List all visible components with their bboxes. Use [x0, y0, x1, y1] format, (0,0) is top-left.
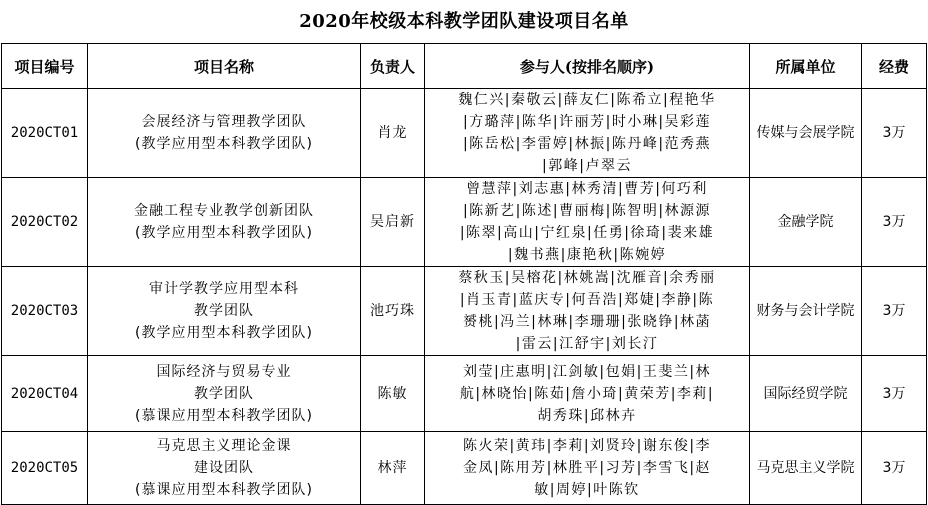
header-lead: 负责人	[361, 44, 425, 89]
header-code: 项目编号	[2, 44, 88, 89]
project-name-line: 金融工程专业教学创新团队	[134, 203, 314, 219]
project-name-line: 国际经济与贸易专业	[156, 363, 292, 380]
header-fund: 经费	[862, 44, 927, 89]
project-fund: 3万	[862, 267, 927, 356]
members-line: |陈翠|高山|宁红泉|任勇|徐琦|裴来雄	[459, 225, 715, 241]
table-row	[2, 89, 927, 178]
project-name-line: (慕课应用型本科教学团队)	[135, 482, 313, 498]
members-line: 金凤|陈用芳|林胜平|习芳|李雪飞|赵	[462, 460, 712, 476]
project-lead: 吴启新	[361, 178, 425, 267]
members-line: |郭峰|卢翠云	[542, 158, 632, 174]
project-unit: 金融学院	[750, 178, 862, 267]
project-lead: 林萍	[361, 432, 425, 505]
members-line: |方璐萍|陈华|许丽芳|时小琳|吴彩莲	[462, 114, 712, 130]
header-members: 参与人(按排名顺序)	[425, 44, 750, 89]
project-code: 2020CT04	[2, 356, 88, 432]
members-line: |肖玉青|蓝庆专|何吾浩|郑婕|李静|陈	[459, 292, 715, 308]
members-line: |雷云|江舒宇|刘长汀	[515, 336, 659, 352]
project-members	[425, 432, 750, 505]
members-line: 陈火荣|黄玮|李莉|刘贤玲|谢东俊|李	[462, 438, 712, 454]
members-line: 魏仁兴|秦敬云|薛友仁|陈希立|程艳华	[458, 92, 716, 108]
members-line: 胡秀珠|邱林卉	[537, 407, 637, 424]
project-name	[88, 432, 361, 505]
members-line: |陈新艺|陈述|曹丽梅|陈智明|林源源	[462, 203, 712, 219]
project-name-line: (慕课应用型本科教学团队)	[135, 407, 313, 424]
project-name-line: 教学团队	[194, 385, 254, 402]
project-name	[88, 356, 361, 432]
project-name	[88, 178, 361, 267]
project-members	[425, 89, 750, 178]
project-members	[425, 178, 750, 267]
project-fund: 3万	[862, 178, 927, 267]
project-name-line: (教学应用型本科教学团队)	[135, 325, 313, 341]
table-row	[2, 356, 927, 432]
members-line: 航|林晓怡|陈茹|詹小琦|黄荣芳|李莉|	[459, 385, 715, 402]
project-lead: 池巧珠	[361, 267, 425, 356]
project-name	[88, 89, 361, 178]
project-name-line: 建设团队	[194, 460, 254, 476]
project-fund: 3万	[862, 89, 927, 178]
project-table	[1, 43, 927, 505]
project-code: 2020CT05	[2, 432, 88, 505]
members-line: 敏|周婷|叶陈钦	[534, 482, 640, 498]
header-name: 项目名称	[88, 44, 361, 89]
project-code: 2020CT03	[2, 267, 88, 356]
project-lead: 肖龙	[361, 89, 425, 178]
project-unit: 财务与会计学院	[750, 267, 862, 356]
project-members	[425, 356, 750, 432]
members-line: 蔡秋玉|吴榕花|林姚嵩|沈雁音|余秀丽	[458, 270, 716, 286]
project-members	[425, 267, 750, 356]
members-line: 曾慧萍|刘志惠|林秀清|曹芳|何巧利	[466, 181, 708, 197]
page-title: 2020年校级本科教学团队建设项目名单	[299, 11, 629, 32]
project-name-line: 审计学教学应用型本科	[149, 281, 299, 297]
project-code: 2020CT01	[2, 89, 88, 178]
project-unit: 马克思主义学院	[750, 432, 862, 505]
project-fund: 3万	[862, 432, 927, 505]
header-row	[2, 44, 927, 89]
members-line: |陈岳松|李雷婷|林振|陈丹峰|范秀燕	[462, 136, 712, 152]
table-row	[2, 267, 927, 356]
members-line: 刘莹|庄惠明|江剑敏|包娟|王斐兰|林	[462, 363, 712, 380]
project-unit: 国际经贸学院	[750, 356, 862, 432]
project-name-line: 马克思主义理论金课	[156, 438, 292, 454]
project-name	[88, 267, 361, 356]
project-name-line: 教学团队	[194, 303, 254, 319]
project-fund: 3万	[862, 356, 927, 432]
project-code: 2020CT02	[2, 178, 88, 267]
header-unit: 所属单位	[750, 44, 862, 89]
project-name-line: (教学应用型本科教学团队)	[135, 225, 313, 241]
table-row	[2, 432, 927, 505]
members-line: |魏书燕|康艳秋|陈婉婷	[507, 247, 667, 263]
project-name-line: (教学应用型本科教学团队)	[135, 136, 313, 152]
members-line: 赟桃|冯兰|林琳|李珊珊|张晓铮|林菡	[462, 314, 712, 330]
table-row	[2, 178, 927, 267]
project-name-line: 会展经济与管理教学团队	[141, 114, 307, 130]
project-lead: 陈敏	[361, 356, 425, 432]
project-unit: 传媒与会展学院	[750, 89, 862, 178]
